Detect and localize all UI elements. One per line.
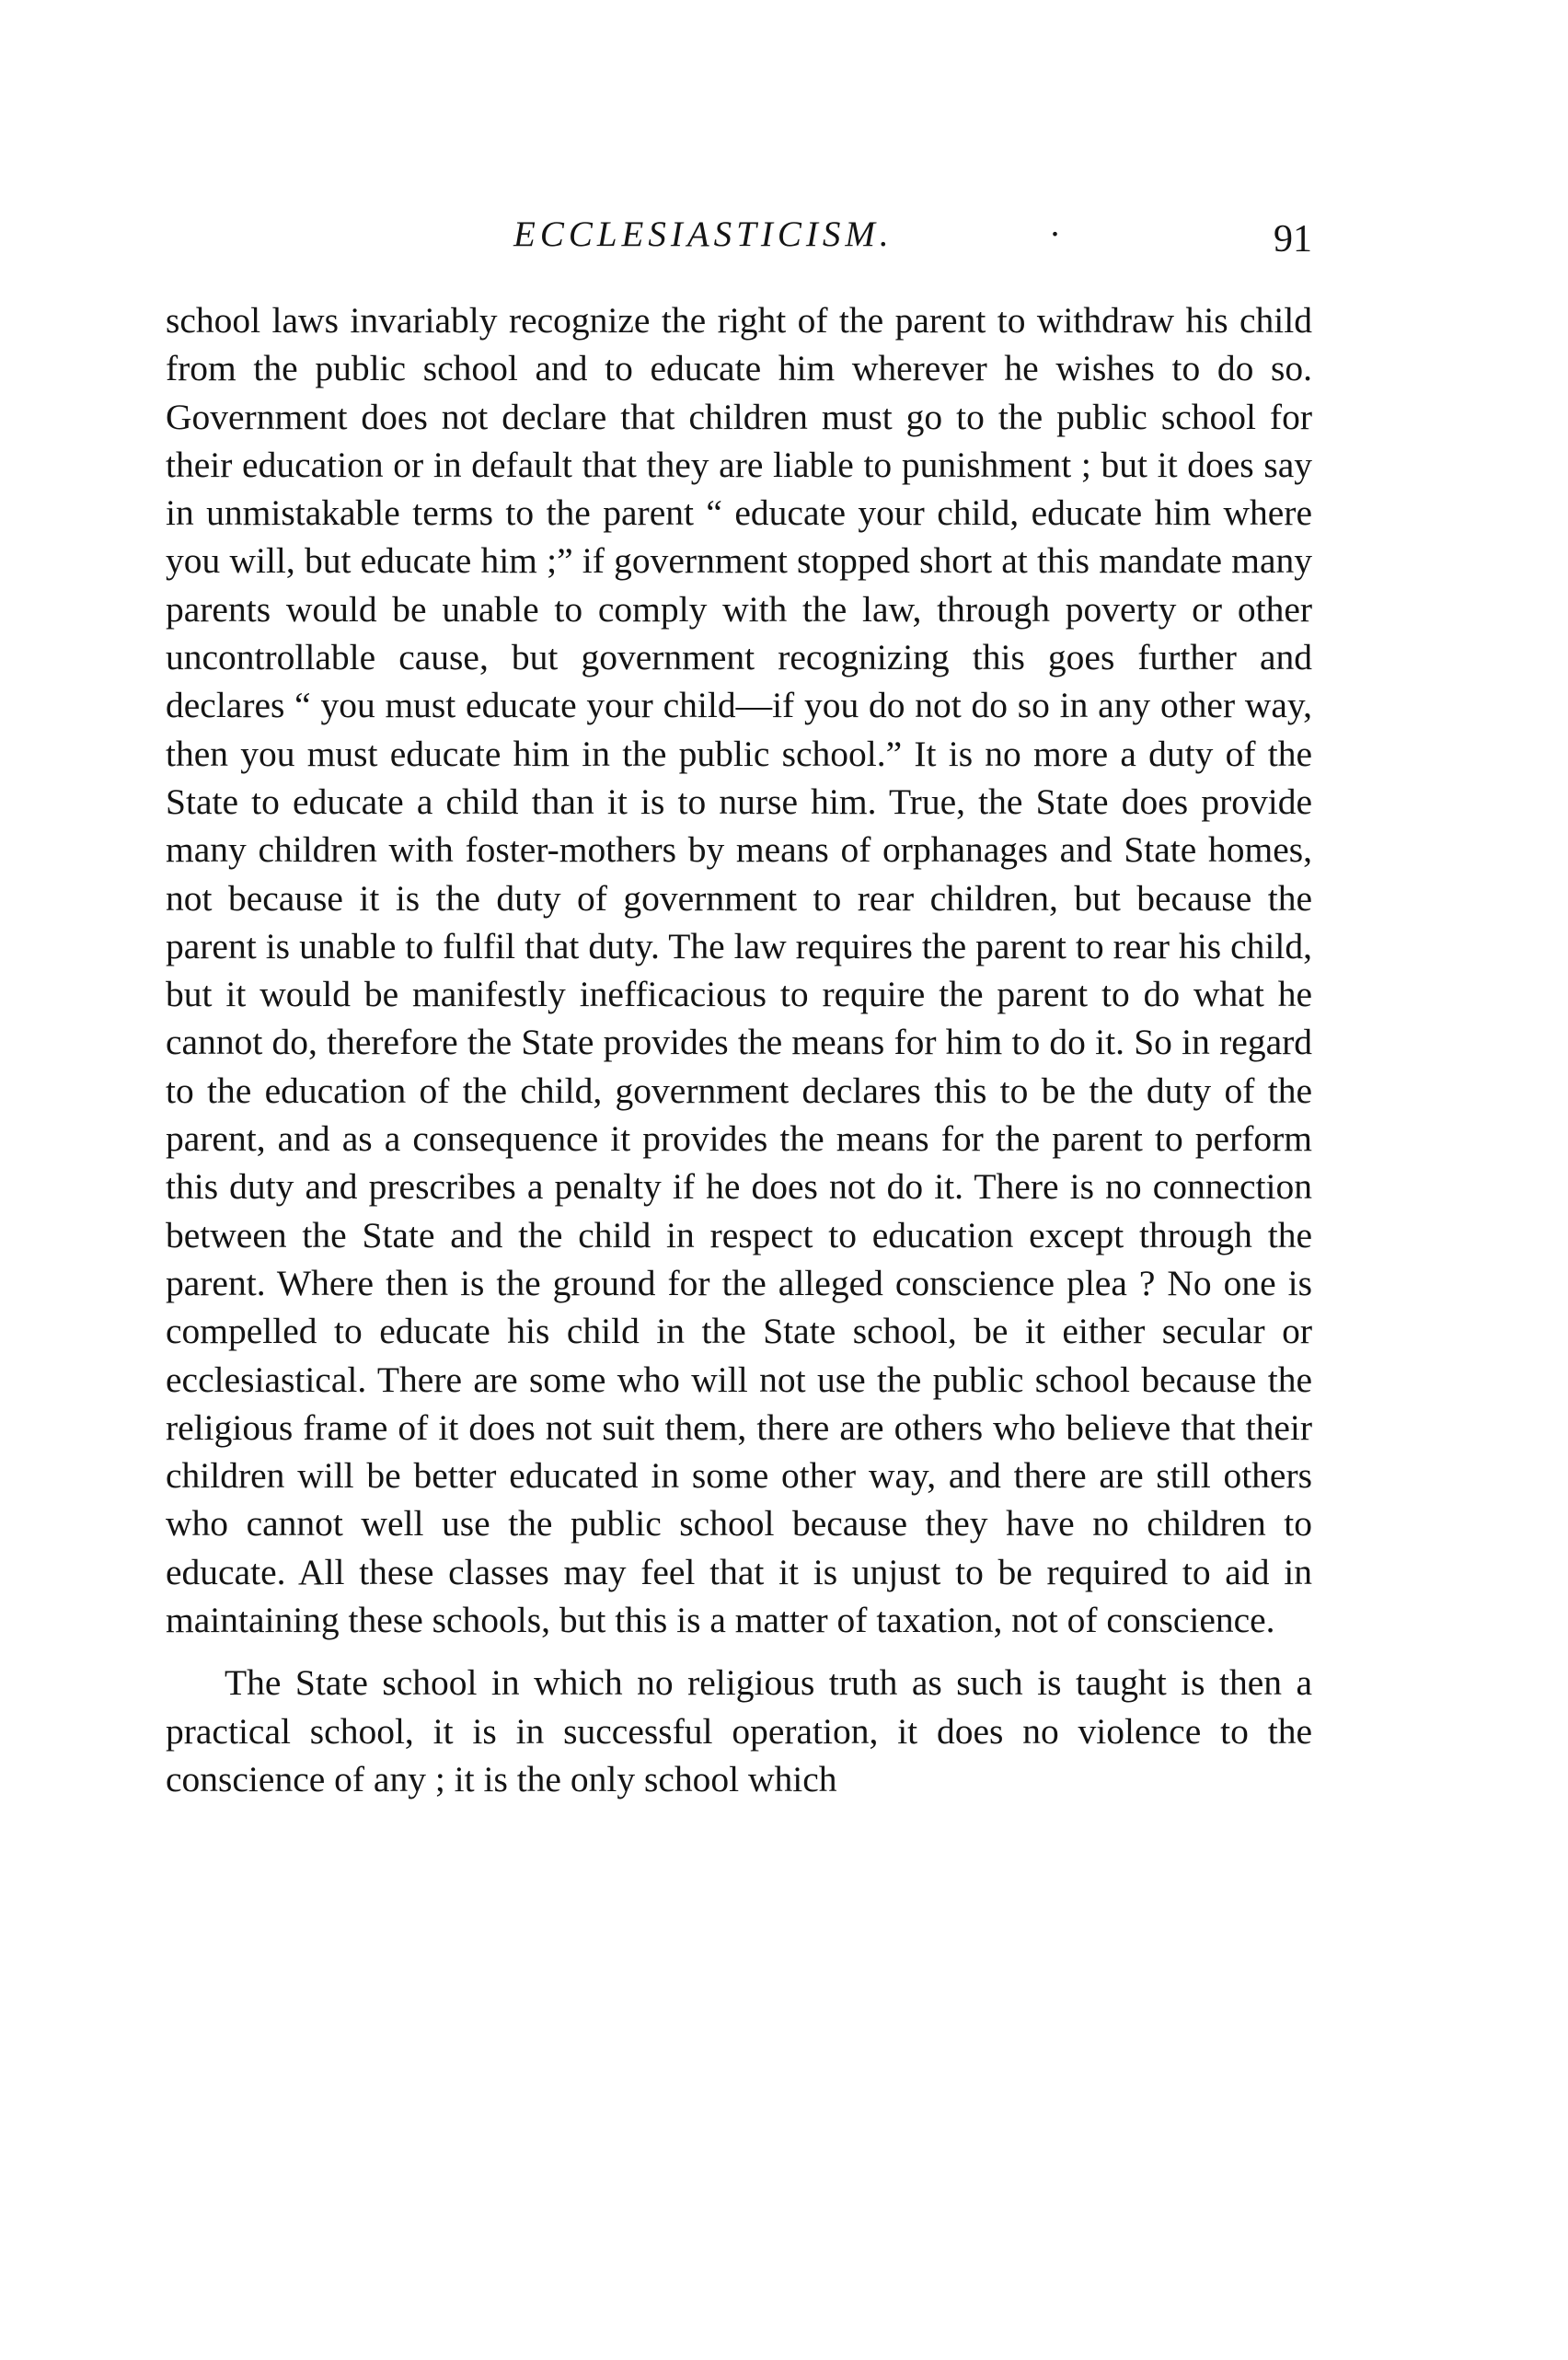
paragraph-continued: school laws invariably recognize the right of the parent to withdraw his child from the public school and to educate him wherever he wishes to do so. Government does not declare that children must go to the public school for their education or in default that they are liable to punishment ; but it does say in unmistakable terms to the parent “ educate your child, educate him where you will, but educate him ;” if government stopped short at this mandate many parents would be unable to comply with the law, through poverty or other uncontrollable cause, but government recognizing this goes further and declares “ you must educate your child—if you do not do so in any other way, then you must educate him in the public school.” It is no more a duty of the State to educate a child than it is to nurse him. True, the State does provide many children with foster-mothers by means of orphanages and State homes, not because it is the duty of government to rear children, but because the parent is unable to fulfil that duty. The law requires the parent to rear his child, but it would be manifestly inefficacious to require the parent to do what he cannot do, therefore the State provides the means for him to do it. So in regard to the education of the child, government declares this to be the duty of the parent, and as a consequence it provides the means for the parent to perform this duty and prescribes a penalty if he does not do it. There is no connection between the State and the child in respect to education except through the parent. Where then is the ground for the alleged conscience plea ? No one is compelled to educate his child in the State school, be it either secular or ecclesiastical. There are some who will not use the public school because the religious frame of it does not suit them, there are others who believe that their children will be better educated in some other way, and there are still others who cannot well use the public school because they have no children to educate. All these classes may feel that it is unjust to be required to aid in maintaining these schools, but this is a matter of taxation, not of conscience. <box>166 300 1312 1641</box>
running-title: ECCLESIASTICISM. <box>513 214 894 254</box>
page-number: 91 <box>1274 218 1312 260</box>
header-mark: · <box>1049 214 1061 254</box>
page-header <box>166 214 1312 269</box>
page-body <box>166 296 1312 1803</box>
paragraph-state-school: The State school in which no religious truth as such is taught is then a practical school, it is in successful operation, it does no violence to the conscience of any ; it is the only school which <box>166 1662 1312 1799</box>
